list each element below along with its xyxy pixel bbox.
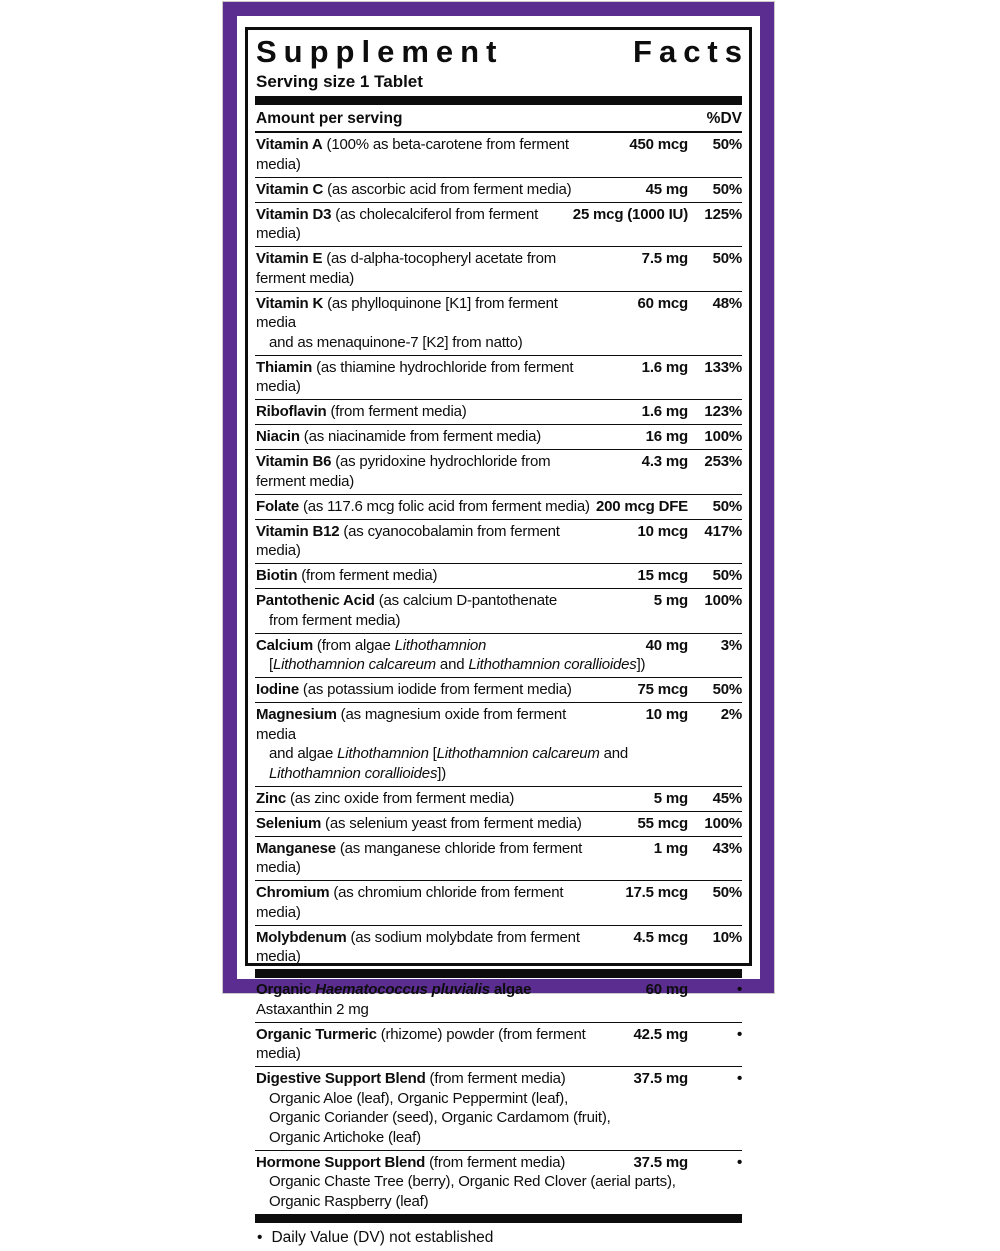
- ingredient-row: [255, 786, 742, 811]
- row-daily-value: •: [736, 1153, 742, 1171]
- label-inner-margin: [237, 16, 760, 1246]
- row-main-line: [256, 497, 742, 517]
- row-amount: 40 mg: [645, 636, 688, 654]
- row-label: Niacin (as niacinamide from ferment media): [256, 428, 542, 445]
- row-daily-value: 133%: [704, 358, 742, 376]
- ingredient-row: [255, 588, 742, 633]
- ingredient-row: [255, 563, 742, 588]
- row-label: from ferment media): [269, 611, 401, 629]
- row-continuation-line: [256, 333, 742, 353]
- row-label: Vitamin D3 (as cholecalciferol from ferment media): [256, 205, 539, 242]
- row-amount: 7.5 mg: [641, 250, 688, 267]
- row-label: Organic Haematococcus pluvialis algae Astaxanthin 2 mg: [256, 981, 532, 1018]
- supplement-facts-panel: [245, 27, 752, 1246]
- row-label: Magnesium (as magnesium oxide from ferment media: [256, 706, 567, 743]
- row-label: Zinc (as zinc oxide from ferment media): [256, 789, 515, 807]
- row-main-line: [256, 883, 742, 922]
- row-daily-value: 45%: [712, 789, 742, 807]
- row-daily-value: 50%: [712, 884, 742, 901]
- row-amount: 55 mcg: [637, 814, 688, 832]
- row-amount: 4.3 mg: [641, 453, 688, 470]
- row-daily-value: 50%: [712, 681, 742, 698]
- row-main-line: [256, 980, 742, 1019]
- row-label: Vitamin B12 (as cyanocobalamin from ferment media): [256, 522, 560, 559]
- row-daily-value: 50%: [712, 567, 742, 584]
- row-main-line: [256, 680, 742, 700]
- row-daily-value: 3%: [720, 636, 742, 654]
- row-amount: 37.5 mg: [633, 1070, 688, 1087]
- row-daily-value: 43%: [712, 839, 742, 857]
- row-label: Biotin (from ferment media): [256, 567, 438, 584]
- row-amount: 25 mcg (1000 IU): [572, 205, 688, 223]
- row-label: and algae Lithothamnion [Lithothamnion calcareum and: [269, 745, 629, 762]
- row-continuation-line: [256, 1108, 742, 1128]
- ingredient-row: [255, 399, 742, 424]
- row-main-line: [256, 591, 742, 611]
- amount-column-header: Amount per serving: [256, 110, 403, 127]
- row-label: Vitamin K (as phylloquinone [K1] from ferment media: [256, 294, 558, 331]
- row-amount: 10 mg: [645, 706, 688, 723]
- row-continuation-line: [256, 655, 742, 675]
- row-amount: 5 mg: [653, 592, 688, 609]
- row-label: Thiamin (as thiamine hydrochloride from ferment media): [256, 358, 574, 395]
- row-daily-value: 50%: [712, 250, 742, 267]
- row-amount: 4.5 mcg: [633, 928, 688, 946]
- row-label: Molybdenum (as sodium molybdate from ferment media): [256, 928, 580, 965]
- row-label: Organic Coriander (seed), Organic Cardamom (fruit),: [269, 1109, 611, 1126]
- botanical-rows-section: [255, 978, 742, 1214]
- ingredient-row: [255, 246, 742, 291]
- row-main-line: [256, 1069, 742, 1089]
- row-daily-value: •: [736, 1070, 742, 1087]
- row-label: Vitamin B6 (as pyridoxine hydrochloride from ferment media): [256, 453, 551, 490]
- row-label: Digestive Support Blend (from ferment media): [256, 1070, 566, 1087]
- row-daily-value: 2%: [720, 706, 742, 723]
- row-daily-value: •: [736, 981, 742, 998]
- row-main-line: [256, 1025, 742, 1064]
- row-daily-value: 100%: [704, 428, 742, 445]
- row-daily-value: 125%: [704, 205, 742, 223]
- row-label: and as menaquinone-7 [K2] from natto): [269, 333, 523, 351]
- row-main-line: [256, 294, 742, 333]
- row-continuation-line: [256, 744, 742, 764]
- ingredient-row: [255, 424, 742, 449]
- row-amount: 17.5 mcg: [625, 884, 688, 901]
- row-amount: 16 mg: [645, 428, 688, 445]
- row-main-line: [256, 1153, 742, 1173]
- row-label: Folate (as 117.6 mcg folic acid from ferment media): [256, 497, 590, 515]
- row-daily-value: 50%: [712, 136, 742, 153]
- ingredient-row: [255, 449, 742, 494]
- row-label: Calcium (from algae Lithothamnion: [256, 636, 487, 654]
- row-daily-value: 50%: [712, 180, 742, 198]
- row-amount: 1.6 mg: [641, 403, 688, 420]
- row-continuation-line: [256, 1172, 742, 1192]
- nutrient-rows-section: [255, 133, 742, 969]
- ingredient-row: [255, 291, 742, 355]
- row-amount: 200 mcg DFE: [595, 497, 688, 515]
- row-continuation-line: [256, 1128, 742, 1148]
- row-amount: 1 mg: [653, 839, 688, 857]
- footnote-row: [255, 1223, 742, 1251]
- ingredient-row: [255, 880, 742, 925]
- row-main-line: [256, 180, 742, 200]
- label-frame: [223, 2, 774, 1246]
- row-continuation-line: [256, 611, 742, 631]
- serving-size-text: Serving size 1 Tablet: [256, 72, 423, 91]
- row-main-line: [256, 636, 742, 656]
- ingredient-row: [255, 1022, 742, 1067]
- row-label: Vitamin E (as d-alpha-tocopheryl acetate from ferment media): [256, 250, 557, 287]
- row-label: Vitamin C (as ascorbic acid from ferment media): [256, 180, 572, 198]
- row-main-line: [256, 135, 742, 174]
- row-daily-value: 100%: [704, 814, 742, 832]
- row-main-line: [256, 249, 742, 288]
- ingredient-row: [255, 1150, 742, 1214]
- row-amount: 450 mcg: [629, 136, 688, 153]
- ingredient-row: [255, 177, 742, 202]
- row-main-line: [256, 402, 742, 422]
- row-label: [Lithothamnion calcareum and Lithothamnion corallioides]): [269, 656, 646, 673]
- ingredient-row: [255, 1066, 742, 1150]
- row-label: Organic Chaste Tree (berry), Organic Red Clover (aerial parts),: [269, 1173, 676, 1190]
- thick-divider-middle: [255, 969, 742, 978]
- row-daily-value: 253%: [704, 453, 742, 470]
- row-amount: 45 mg: [645, 180, 688, 198]
- ingredient-row: [255, 677, 742, 702]
- row-amount: 1.6 mg: [641, 358, 688, 376]
- row-label: Organic Aloe (leaf), Organic Peppermint (leaf),: [269, 1089, 569, 1107]
- row-main-line: [256, 928, 742, 967]
- row-main-line: [256, 427, 742, 447]
- panel-title-word-2: Facts: [633, 34, 749, 69]
- row-main-line: [256, 566, 742, 586]
- row-label: Iodine (as potassium iodide from ferment media): [256, 681, 572, 698]
- row-amount: 15 mcg: [637, 567, 688, 584]
- ingredient-row: [255, 133, 742, 177]
- row-daily-value: 48%: [712, 294, 742, 312]
- footnote-bullet: •: [257, 1228, 263, 1246]
- row-continuation-line: [256, 1089, 742, 1109]
- row-amount: 10 mcg: [637, 522, 688, 540]
- panel-title-word-1: Supplement: [256, 34, 504, 69]
- ingredient-row: [255, 702, 742, 786]
- row-label: Pantothenic Acid (as calcium D-pantothenate: [256, 592, 557, 609]
- row-amount: 60 mg: [645, 981, 688, 998]
- row-main-line: [256, 205, 742, 244]
- ingredient-row: [255, 355, 742, 400]
- row-daily-value: 123%: [704, 403, 742, 420]
- row-amount: 60 mcg: [637, 294, 688, 312]
- ingredient-row: [255, 519, 742, 564]
- ingredient-row: [255, 202, 742, 247]
- row-label: Organic Raspberry (leaf): [269, 1192, 429, 1210]
- row-amount: 5 mg: [653, 789, 688, 807]
- row-main-line: [256, 522, 742, 561]
- row-daily-value: 50%: [712, 497, 742, 515]
- row-main-line: [256, 705, 742, 744]
- row-label: Organic Turmeric (rhizome) powder (from ferment media): [256, 1025, 586, 1062]
- row-amount: 75 mcg: [637, 681, 688, 698]
- ingredient-row: [255, 811, 742, 836]
- row-label: Selenium (as selenium yeast from ferment media): [256, 814, 582, 832]
- row-daily-value: 10%: [712, 928, 742, 946]
- row-main-line: [256, 358, 742, 397]
- row-label: Lithothamnion corallioides]): [269, 764, 447, 782]
- row-daily-value: 417%: [704, 522, 742, 540]
- ingredient-row: [255, 494, 742, 519]
- thick-divider-top: [255, 96, 742, 105]
- row-amount: 42.5 mg: [633, 1025, 688, 1043]
- row-main-line: [256, 839, 742, 878]
- row-amount: 37.5 mg: [633, 1153, 688, 1171]
- ingredient-row: [255, 836, 742, 881]
- row-label: Vitamin A (100% as beta-carotene from ferment media): [256, 136, 569, 173]
- panel-title: [255, 33, 749, 70]
- row-label: Riboflavin (from ferment media): [256, 403, 467, 420]
- row-daily-value: •: [736, 1025, 742, 1043]
- row-label: Manganese (as manganese chloride from ferment media): [256, 839, 583, 876]
- row-continuation-line: [256, 764, 742, 784]
- ingredient-row: [255, 925, 742, 970]
- dv-column-header: %DV: [706, 110, 742, 127]
- column-header-row: [255, 105, 742, 133]
- footnote-text: Daily Value (DV) not established: [271, 1228, 494, 1246]
- thick-divider-bottom: [255, 1214, 742, 1223]
- row-main-line: [256, 452, 742, 491]
- row-main-line: [256, 814, 742, 834]
- row-daily-value: 100%: [704, 592, 742, 609]
- row-continuation-line: [256, 1192, 742, 1212]
- ingredient-row: [255, 978, 742, 1022]
- row-label: Hormone Support Blend (from ferment media): [256, 1153, 566, 1171]
- row-main-line: [256, 789, 742, 809]
- row-label: Chromium (as chromium chloride from ferment media): [256, 884, 564, 921]
- row-label: Organic Artichoke (leaf): [269, 1128, 421, 1146]
- ingredient-row: [255, 633, 742, 678]
